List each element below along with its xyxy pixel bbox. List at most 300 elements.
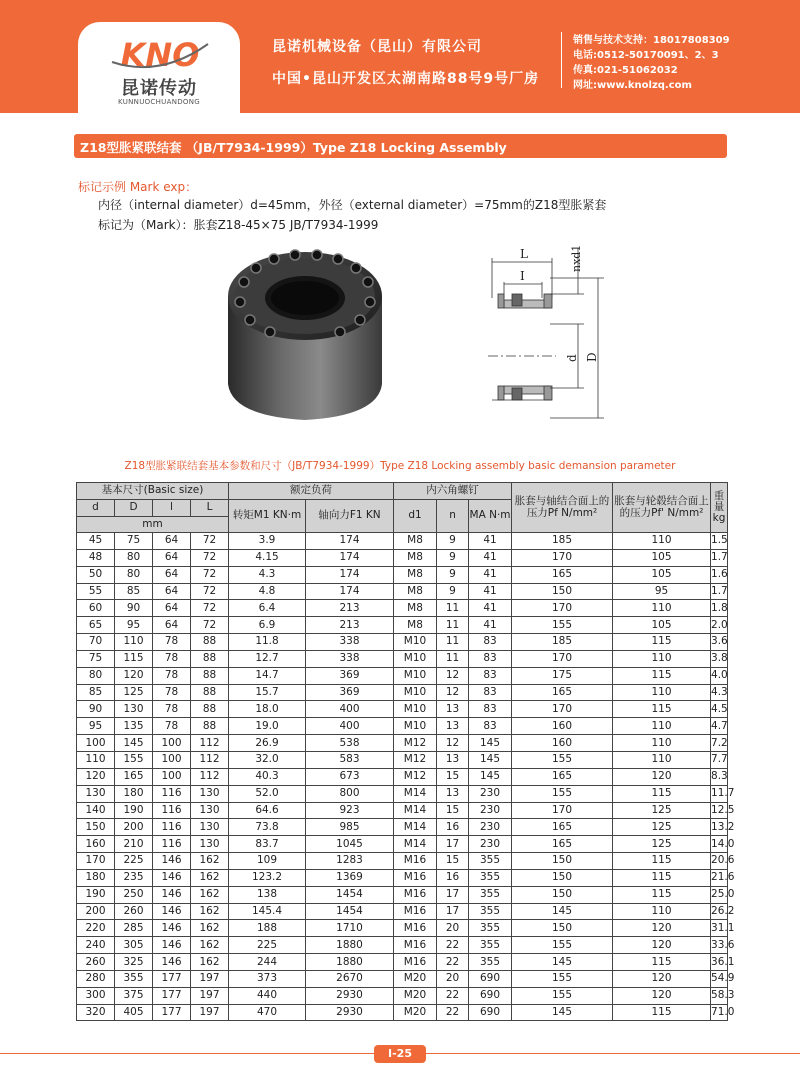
- table-cell: 8.3: [711, 768, 728, 785]
- table-cell: 110: [613, 684, 711, 701]
- table-cell: 9: [437, 533, 469, 550]
- table-row: [77, 533, 728, 550]
- header-L: L: [191, 500, 229, 517]
- table-cell: 405: [115, 1004, 153, 1021]
- table-cell: M10: [394, 634, 437, 651]
- table-cell: M8: [394, 533, 437, 550]
- table-cell: 40.3: [229, 768, 306, 785]
- table-cell: 32.0: [229, 751, 306, 768]
- table-cell: 110: [613, 903, 711, 920]
- table-cell: 15: [437, 768, 469, 785]
- table-row: [77, 869, 728, 886]
- table-cell: 188: [229, 920, 306, 937]
- header-rated-load: 额定负荷: [229, 483, 394, 500]
- table-cell: 985: [306, 819, 394, 836]
- table-cell: 162: [191, 903, 229, 920]
- table-cell: 2930: [306, 987, 394, 1004]
- table-cell: 120: [613, 920, 711, 937]
- table-cell: 160: [512, 718, 613, 735]
- table-cell: M16: [394, 886, 437, 903]
- table-cell: 11.7: [711, 785, 728, 802]
- table-cell: 105: [613, 549, 711, 566]
- table-cell: 305: [115, 937, 153, 954]
- table-cell: 244: [229, 954, 306, 971]
- table-cell: 115: [613, 634, 711, 651]
- table-cell: M10: [394, 718, 437, 735]
- company-address: 中国•昆山开发区太湖南路88号9号厂房: [272, 71, 540, 87]
- table-cell: 115: [613, 869, 711, 886]
- table-cell: 11: [437, 600, 469, 617]
- table-cell: 88: [191, 684, 229, 701]
- header-d: d: [77, 500, 115, 517]
- table-cell: 17: [437, 836, 469, 853]
- table-cell: 17: [437, 886, 469, 903]
- table-cell: 160: [512, 735, 613, 752]
- table-cell: 145: [512, 1004, 613, 1021]
- table-cell: 145: [115, 735, 153, 752]
- table-cell: 58.3: [711, 987, 728, 1004]
- table-cell: 88: [191, 634, 229, 651]
- table-cell: M12: [394, 735, 437, 752]
- table-cell: 355: [469, 954, 512, 971]
- table-cell: 116: [153, 819, 191, 836]
- description-line-2: 标记为（Mark）：胀套Z18-45×75 JB/T7934-1999: [98, 218, 379, 232]
- table-cell: 72: [191, 549, 229, 566]
- table-cell: 130: [191, 785, 229, 802]
- table-cell: 125: [115, 684, 153, 701]
- table-cell: 355: [469, 920, 512, 937]
- table-cell: 26.9: [229, 735, 306, 752]
- table-cell: 41: [469, 617, 512, 634]
- table-cell: 375: [115, 987, 153, 1004]
- header-pf: 胀套与轴结合面上的压力Pf N/mm²: [512, 483, 613, 533]
- table-cell: 64: [153, 583, 191, 600]
- table-cell: 162: [191, 920, 229, 937]
- table-cell: 120: [115, 667, 153, 684]
- table-cell: 123.2: [229, 869, 306, 886]
- table-cell: 110: [613, 735, 711, 752]
- table-cell: 25.0: [711, 886, 728, 903]
- table-row: [77, 920, 728, 937]
- table-cell: 235: [115, 869, 153, 886]
- table-cell: 78: [153, 684, 191, 701]
- table-cell: 197: [191, 1004, 229, 1021]
- table-cell: 197: [191, 987, 229, 1004]
- table-row: [77, 701, 728, 718]
- table-row: [77, 785, 728, 802]
- table-cell: 125: [613, 819, 711, 836]
- table-cell: 1.5: [711, 533, 728, 550]
- table-cell: 64: [153, 600, 191, 617]
- table-cell: 115: [115, 650, 153, 667]
- table-cell: 160: [77, 836, 115, 853]
- table-cell: M16: [394, 937, 437, 954]
- table-cell: 2930: [306, 1004, 394, 1021]
- table-cell: 52.0: [229, 785, 306, 802]
- table-cell: 130: [191, 819, 229, 836]
- table-cell: 112: [191, 735, 229, 752]
- table-cell: 11: [437, 617, 469, 634]
- table-cell: 83: [469, 667, 512, 684]
- description-line-1: 内径（internal diameter）d=45mm，外径（external diameter）=75mm的Z18型胀紧套: [98, 198, 607, 212]
- svg-text:D: D: [585, 352, 599, 362]
- table-cell: 36.1: [711, 954, 728, 971]
- table-cell: 355: [469, 937, 512, 954]
- table-cell: 1880: [306, 937, 394, 954]
- table-cell: 22: [437, 937, 469, 954]
- table-cell: 150: [512, 853, 613, 870]
- table-cell: 165: [512, 684, 613, 701]
- table-cell: 15.7: [229, 684, 306, 701]
- table-cell: 150: [512, 583, 613, 600]
- table-cell: 150: [512, 869, 613, 886]
- table-cell: 115: [613, 1004, 711, 1021]
- header-l: l: [153, 500, 191, 517]
- table-cell: 125: [613, 836, 711, 853]
- table-cell: 355: [469, 853, 512, 870]
- table-cell: 78: [153, 650, 191, 667]
- table-cell: 75: [77, 650, 115, 667]
- header-axial-force: 轴向力F1 KN: [306, 500, 394, 533]
- table-cell: 320: [77, 1004, 115, 1021]
- table-cell: 145: [512, 954, 613, 971]
- svg-text:L: L: [520, 247, 528, 261]
- table-cell: 9: [437, 583, 469, 600]
- table-cell: 115: [613, 853, 711, 870]
- table-cell: 41: [469, 566, 512, 583]
- table-cell: 78: [153, 701, 191, 718]
- table-cell: 50: [77, 566, 115, 583]
- svg-text:d: d: [565, 354, 579, 362]
- table-cell: 140: [77, 802, 115, 819]
- header-n: n: [437, 500, 469, 533]
- table-cell: 64: [153, 533, 191, 550]
- table-cell: 18.0: [229, 701, 306, 718]
- table-cell: 146: [153, 903, 191, 920]
- table-cell: 230: [469, 819, 512, 836]
- table-cell: 162: [191, 869, 229, 886]
- table-cell: 135: [115, 718, 153, 735]
- table-cell: 13: [437, 751, 469, 768]
- table-cell: 1454: [306, 903, 394, 920]
- table-cell: 14.7: [229, 667, 306, 684]
- table-row: [77, 650, 728, 667]
- table-cell: 80: [77, 667, 115, 684]
- table-cell: 690: [469, 970, 512, 987]
- table-cell: 3.8: [711, 650, 728, 667]
- table-cell: 673: [306, 768, 394, 785]
- table-cell: 162: [191, 886, 229, 903]
- table-row: [77, 634, 728, 651]
- table-cell: 200: [115, 819, 153, 836]
- table-cell: 155: [512, 751, 613, 768]
- table-cell: 355: [469, 886, 512, 903]
- table-cell: 120: [613, 768, 711, 785]
- table-cell: 225: [115, 853, 153, 870]
- page-header: [0, 0, 800, 113]
- table-cell: 220: [77, 920, 115, 937]
- table-cell: 174: [306, 566, 394, 583]
- table-cell: 170: [512, 650, 613, 667]
- table-cell: 470: [229, 1004, 306, 1021]
- table-cell: 88: [191, 667, 229, 684]
- table-cell: 13: [437, 785, 469, 802]
- table-cell: 72: [191, 617, 229, 634]
- table-cell: 125: [613, 802, 711, 819]
- table-cell: 60: [77, 600, 115, 617]
- table-cell: 26.2: [711, 903, 728, 920]
- table-cell: 175: [512, 667, 613, 684]
- header-unit-mm: mm: [77, 517, 229, 533]
- table-cell: 110: [613, 650, 711, 667]
- table-cell: 12.5: [711, 802, 728, 819]
- table-cell: 1454: [306, 886, 394, 903]
- table-cell: 88: [191, 701, 229, 718]
- mark-example-label: 标记示例 Mark exp：: [78, 180, 198, 194]
- table-cell: 83.7: [229, 836, 306, 853]
- table-cell: 162: [191, 954, 229, 971]
- table-cell: 180: [77, 869, 115, 886]
- header-basic-size: 基本尺寸(Basic size): [77, 483, 229, 500]
- header-d1: d1: [394, 500, 437, 533]
- table-cell: 190: [115, 802, 153, 819]
- table-cell: 146: [153, 954, 191, 971]
- table-cell: 41: [469, 533, 512, 550]
- table-cell: 300: [77, 987, 115, 1004]
- table-cell: 162: [191, 937, 229, 954]
- table-cell: 9: [437, 549, 469, 566]
- table-cell: M10: [394, 667, 437, 684]
- table-cell: 12.7: [229, 650, 306, 667]
- table-cell: 150: [512, 886, 613, 903]
- header-weight: 重量 kg: [711, 483, 728, 533]
- table-cell: 83: [469, 718, 512, 735]
- table-cell: 355: [469, 903, 512, 920]
- svg-text:nxd1: nxd1: [570, 244, 583, 272]
- table-cell: 180: [115, 785, 153, 802]
- table-cell: 177: [153, 987, 191, 1004]
- table-cell: 45: [77, 533, 115, 550]
- table-cell: 583: [306, 751, 394, 768]
- table-cell: 170: [512, 600, 613, 617]
- table-cell: 155: [512, 987, 613, 1004]
- table-cell: 13.2: [711, 819, 728, 836]
- table-cell: 115: [613, 701, 711, 718]
- contact-sales: 销售与技术支持：18017808309: [573, 35, 730, 46]
- table-cell: 78: [153, 634, 191, 651]
- table-cell: 95: [77, 718, 115, 735]
- table-cell: M12: [394, 751, 437, 768]
- table-cell: M16: [394, 954, 437, 971]
- table-cell: 155: [512, 970, 613, 987]
- table-cell: 165: [512, 836, 613, 853]
- table-cell: 55: [77, 583, 115, 600]
- table-cell: 88: [191, 650, 229, 667]
- table-cell: M10: [394, 650, 437, 667]
- table-cell: 115: [613, 886, 711, 903]
- table-cell: 95: [115, 617, 153, 634]
- table-cell: 185: [512, 634, 613, 651]
- table-cell: 120: [613, 970, 711, 987]
- logo: [78, 22, 240, 113]
- table-cell: 185: [512, 533, 613, 550]
- table-cell: 110: [613, 533, 711, 550]
- table-cell: 78: [153, 667, 191, 684]
- table-cell: 115: [613, 785, 711, 802]
- table-cell: 150: [512, 920, 613, 937]
- table-cell: 280: [77, 970, 115, 987]
- table-cell: 13: [437, 701, 469, 718]
- table-row: [77, 735, 728, 752]
- table-cell: 65: [77, 617, 115, 634]
- svg-text:I: I: [520, 269, 525, 283]
- table-cell: 22: [437, 987, 469, 1004]
- table-cell: 1045: [306, 836, 394, 853]
- table-cell: 155: [115, 751, 153, 768]
- table-cell: 14.0: [711, 836, 728, 853]
- table-cell: 12: [437, 735, 469, 752]
- table-cell: 20: [437, 970, 469, 987]
- table-cell: 1283: [306, 853, 394, 870]
- table-cell: 338: [306, 650, 394, 667]
- table-row: [77, 987, 728, 1004]
- product-photo: [222, 244, 388, 422]
- table-cell: 146: [153, 869, 191, 886]
- table-cell: 19.0: [229, 718, 306, 735]
- table-row: [77, 768, 728, 785]
- table-cell: 64: [153, 617, 191, 634]
- table-cell: 71.0: [711, 1004, 728, 1021]
- table-cell: M14: [394, 802, 437, 819]
- table-cell: 240: [77, 937, 115, 954]
- table-cell: 83: [469, 650, 512, 667]
- table-cell: 170: [512, 802, 613, 819]
- table-row: [77, 903, 728, 920]
- table-cell: 4.15: [229, 549, 306, 566]
- table-cell: 116: [153, 785, 191, 802]
- table-cell: 1710: [306, 920, 394, 937]
- table-cell: 116: [153, 836, 191, 853]
- table-cell: 9: [437, 566, 469, 583]
- table-cell: 22: [437, 1004, 469, 1021]
- table-cell: M20: [394, 970, 437, 987]
- table-row: [77, 1004, 728, 1021]
- contact-phone: 电话:0512-50170091、2、3: [573, 50, 719, 61]
- table-cell: 230: [469, 836, 512, 853]
- company-name: 昆诺机械设备（昆山）有限公司: [272, 39, 482, 55]
- table-cell: 100: [77, 735, 115, 752]
- table-cell: 16: [437, 819, 469, 836]
- table-cell: 400: [306, 701, 394, 718]
- table-cell: 75: [115, 533, 153, 550]
- table-cell: 72: [191, 583, 229, 600]
- table-cell: 690: [469, 987, 512, 1004]
- table-row: [77, 937, 728, 954]
- table-cell: 64: [153, 549, 191, 566]
- table-cell: M10: [394, 701, 437, 718]
- table-body: [77, 533, 735, 1021]
- table-cell: M16: [394, 853, 437, 870]
- table-cell: 177: [153, 1004, 191, 1021]
- table-cell: 115: [613, 954, 711, 971]
- table-cell: M20: [394, 987, 437, 1004]
- table-cell: 355: [115, 970, 153, 987]
- table-cell: 190: [77, 886, 115, 903]
- contact-website: 网址:www.knolzq.com: [573, 80, 692, 91]
- table-cell: 213: [306, 600, 394, 617]
- table-cell: 225: [229, 937, 306, 954]
- table-cell: 213: [306, 617, 394, 634]
- table-cell: M14: [394, 836, 437, 853]
- table-cell: 120: [77, 768, 115, 785]
- technical-drawing: [484, 238, 610, 428]
- table-cell: 15: [437, 802, 469, 819]
- table-cell: 100: [153, 768, 191, 785]
- table-cell: 80: [115, 566, 153, 583]
- table-cell: 3.6: [711, 634, 728, 651]
- table-cell: 109: [229, 853, 306, 870]
- header-ma: MA N·m: [469, 500, 512, 533]
- table-cell: 250: [115, 886, 153, 903]
- table-cell: 11: [437, 650, 469, 667]
- table-cell: 83: [469, 684, 512, 701]
- header-pf-hub: 胀套与轮毂结合面上的压力Pf' N/mm²: [613, 483, 711, 533]
- table-cell: 155: [512, 785, 613, 802]
- table-cell: 70: [77, 634, 115, 651]
- table-cell: M14: [394, 819, 437, 836]
- table-caption: Z18型胀紧联结套基本参数和尺寸（JB/T7934-1999）Type Z18 Locking assembly basic demansion parameter: [124, 460, 676, 472]
- table-cell: 4.3: [229, 566, 306, 583]
- table-row: [77, 751, 728, 768]
- table-cell: 146: [153, 886, 191, 903]
- table-cell: 145: [512, 903, 613, 920]
- logo-chinese-name: 昆诺传动: [121, 78, 197, 99]
- table-row: [77, 583, 728, 600]
- table-cell: 260: [115, 903, 153, 920]
- table-cell: 105: [613, 566, 711, 583]
- table-cell: 41: [469, 549, 512, 566]
- table-cell: 64: [153, 566, 191, 583]
- table-cell: M16: [394, 869, 437, 886]
- table-cell: 146: [153, 937, 191, 954]
- table-cell: 130: [191, 802, 229, 819]
- table-cell: 95: [613, 583, 711, 600]
- table-cell: M8: [394, 549, 437, 566]
- table-cell: 355: [469, 869, 512, 886]
- header-D: D: [115, 500, 153, 517]
- table-cell: 7.2: [711, 735, 728, 752]
- table-cell: 110: [613, 718, 711, 735]
- table-cell: 80: [115, 549, 153, 566]
- table-row: [77, 853, 728, 870]
- header-divider: [561, 32, 562, 88]
- table-cell: 4.5: [711, 701, 728, 718]
- table-cell: 538: [306, 735, 394, 752]
- table-cell: 165: [512, 566, 613, 583]
- table-row: [77, 836, 728, 853]
- table-cell: 1.7: [711, 549, 728, 566]
- table-cell: 1369: [306, 869, 394, 886]
- table-cell: 210: [115, 836, 153, 853]
- page-number: I-25: [388, 1047, 412, 1060]
- table-cell: 54.9: [711, 970, 728, 987]
- table-cell: 83: [469, 634, 512, 651]
- table-cell: 440: [229, 987, 306, 1004]
- table-cell: 174: [306, 533, 394, 550]
- table-cell: 230: [469, 802, 512, 819]
- table-cell: 17: [437, 903, 469, 920]
- table-cell: 400: [306, 718, 394, 735]
